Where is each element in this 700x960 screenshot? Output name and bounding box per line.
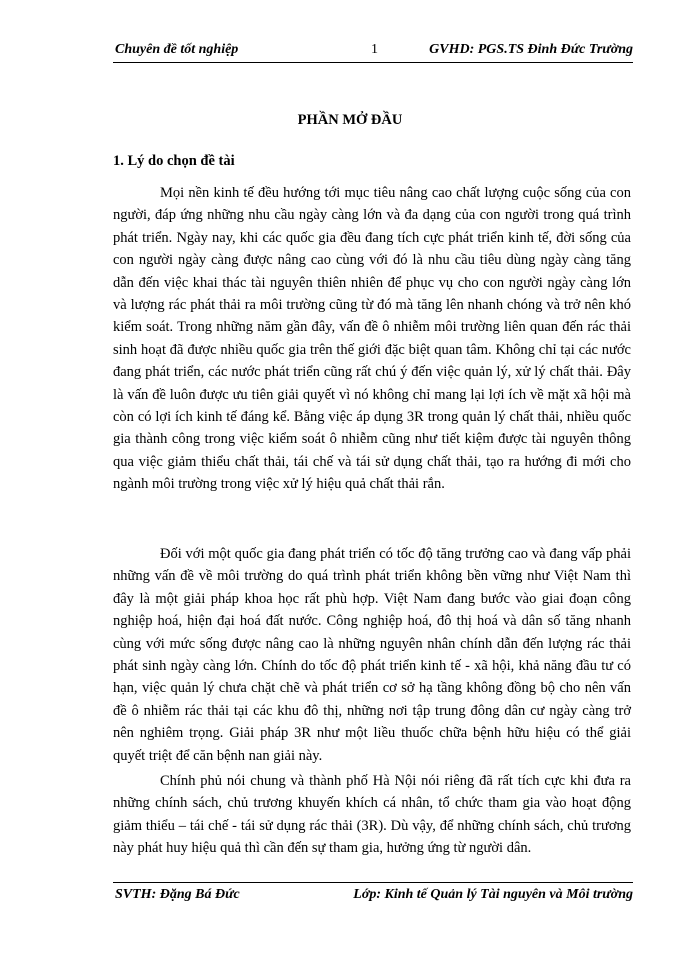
footer-class: Lớp: Kinh tế Quản lý Tài nguyên và Môi trường bbox=[353, 887, 633, 902]
paragraph-2: Đối với một quốc gia đang phát triển có tốc độ tăng trưởng cao và đang vấp phải những vấn đề về môi trường do quá trình phát triển không bền vững như Việt Nam thì đây là một giải pháp khoa học rất phù hợp. Việt Nam đang bước vào giai đoạn công nghiệp hoá, hiện đại hoá đất nước. Công nghiệp hoá, đô thị hoá và dân số tăng nhanh cùng với mức sống được nâng cao là những nguyên nhân chính dẫn đến lượng rác thải phát sinh ngày càng lớn. Chính do tốc độ phát triển kinh tế - xã hội, khả năng đầu tư có hạn, việc quản lý chưa chặt chẽ và phát triển cơ sở hạ tầng không đồng bộ cho nên vấn đề ô nhiễm rác thải tại các khu đô thị, những nơi tập trung đông dân cư ngày càng trở nên nghiêm trọng. Giải pháp 3R như một liều thuốc chữa bệnh hữu hiệu có thể giải quyết triệt để căn bệnh nan giải này. bbox=[113, 546, 631, 764]
paragraph-1: Mọi nền kinh tế đều hướng tới mục tiêu nâng cao chất lượng cuộc sống của con người, đáp ứng những nhu cầu ngày càng lớn và đa dạng của con người trong quá trình phát triển. Ngày nay, khi các quốc gia đều đang tích cực phát triển kinh tế, đời sống của con người ngày càng được nâng cao cùng với đó là nhu cầu tiêu dùng ngày càng tăng dẫn đến việc khai thác tài nguyên thiên nhiên để phục vụ cho con người ngày càng lớn và lượng rác phát thải ra môi trường cũng từ đó mà tăng lên nhanh chóng và trở nên khó kiểm soát. Trong những năm gần đây, vấn đề ô nhiễm môi trường liên quan đến rác thải sinh hoạt đã được nhiều quốc gia trên thế giới đặc biệt quan tâm. Không chỉ tại các nước đang phát triển, các nước phát triển cũng rất chú ý đến việc quản lý, xử lý chất thải. Đây là vấn đề luôn được ưu tiên giải quyết vì nó không chỉ mang lại lợi ích về mặt xã hội mà còn có lợi ích kinh tế đáng kể. Bằng việc áp dụng 3R trong quản lý chất thải, nhiều quốc gia thành công trong việc kiểm soát ô nhiễm cũng như tiết kiệm được tài nguyên thông qua việc giảm thiểu chất thải, tái chế và tái sử dụng chất thải, tạo ra hướng đi mới cho ngành môi trường trong việc xử lý hiệu quả chất thải rắn. bbox=[113, 185, 631, 493]
page-header bbox=[113, 40, 633, 63]
footer-student: SVTH: Đặng Bá Đức bbox=[115, 887, 240, 902]
document-title: PHẦN MỞ ĐẦU bbox=[297, 112, 403, 128]
section-heading: 1. Lý do chọn đề tài bbox=[113, 153, 235, 169]
paragraph-3: Chính phủ nói chung và thành phố Hà Nội nói riêng đã rất tích cực khi đưa ra những chính sách, chủ trương khuyến khích cá nhân, tổ chức tham gia vào hoạt động giảm thiểu – tái chế - tái sử dụng rác thải (3R). Dù vậy, để những chính sách, chủ trương này phát huy hiệu quả thì cần đến sự tham gia, hưởng ứng từ người dân. bbox=[113, 773, 631, 857]
page-footer bbox=[113, 882, 633, 907]
page-number: 1 bbox=[371, 42, 378, 57]
header-subject: Chuyên đề tốt nghiệp bbox=[115, 42, 239, 57]
header-supervisor: GVHD: PGS.TS Đinh Đức Trường bbox=[429, 42, 633, 57]
